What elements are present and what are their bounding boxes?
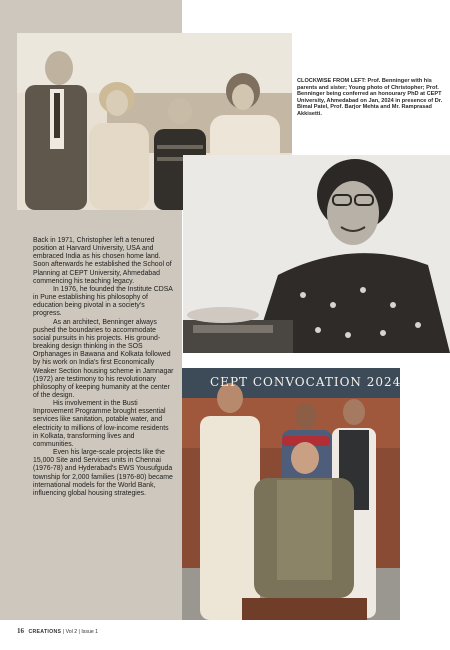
article-paragraph-4: His involvement in the Busti Improvement Programme brought essential services like sanitation, potable water, and electricity to millions of low-income residents in Kolkata, transforming lives and communities. — [33, 400, 169, 448]
article-body — [33, 237, 175, 498]
article-paragraph-5: Even his large-scale projects like the 15,000 Site and Services units in Chennai (1976-78) and Hyderabad's EWS Yousufguda township for 2,000 families (1976-80) became international models for the World Bank, influencing global housing strategies. — [33, 449, 173, 497]
article-paragraph-3: As an architect, Benninger always pushed the boundaries to accommodate social pursuits in his projects. His ground-breaking design thinking in the SOS Orphanages in Bawana and Kolkata followed by his work on India's first Economically Weaker Section housing scheme in Jamnagar (1972) are testimony to his revolutionary philosophy of keeping humanity at the center of the design. — [33, 318, 174, 399]
convocation-banner: CEPT CONVOCATION 2024 — [210, 375, 402, 389]
young-christopher-photo — [183, 155, 450, 353]
photo-caption: CLOCKWISE FROM LEFT: Prof. Benninger with his parents and sister; Young photo of Christopher; Prof. Benninger being conferred an honourary PhD at CEPT University, Ahmedabad on Jan, 2024 in presence of Dr. Bimal Patel, Prof. Barjor Mehta and Mr. Ramprasad Akkisetti. — [297, 78, 443, 117]
page-number: 16 — [17, 627, 24, 635]
article-paragraph-2: In 1976, he founded the Institute CDSA in Pune establishing his philosophy of education being pivotal in a society's progress. — [33, 285, 173, 318]
page-footer — [17, 627, 98, 635]
magazine-name: CREATIONS — [28, 629, 62, 635]
article-paragraph-1: Back in 1971, Christopher left a tenured position at Harvard University, USA and embraced India as his chosen home land. Soon afterwards he established the School of Planning at CEPT University, Ahmedabad commencing his teaching legacy. — [33, 237, 172, 285]
convocation-photo — [182, 368, 400, 620]
issue-label: | Vol 2 | Issue 1 — [62, 629, 99, 635]
